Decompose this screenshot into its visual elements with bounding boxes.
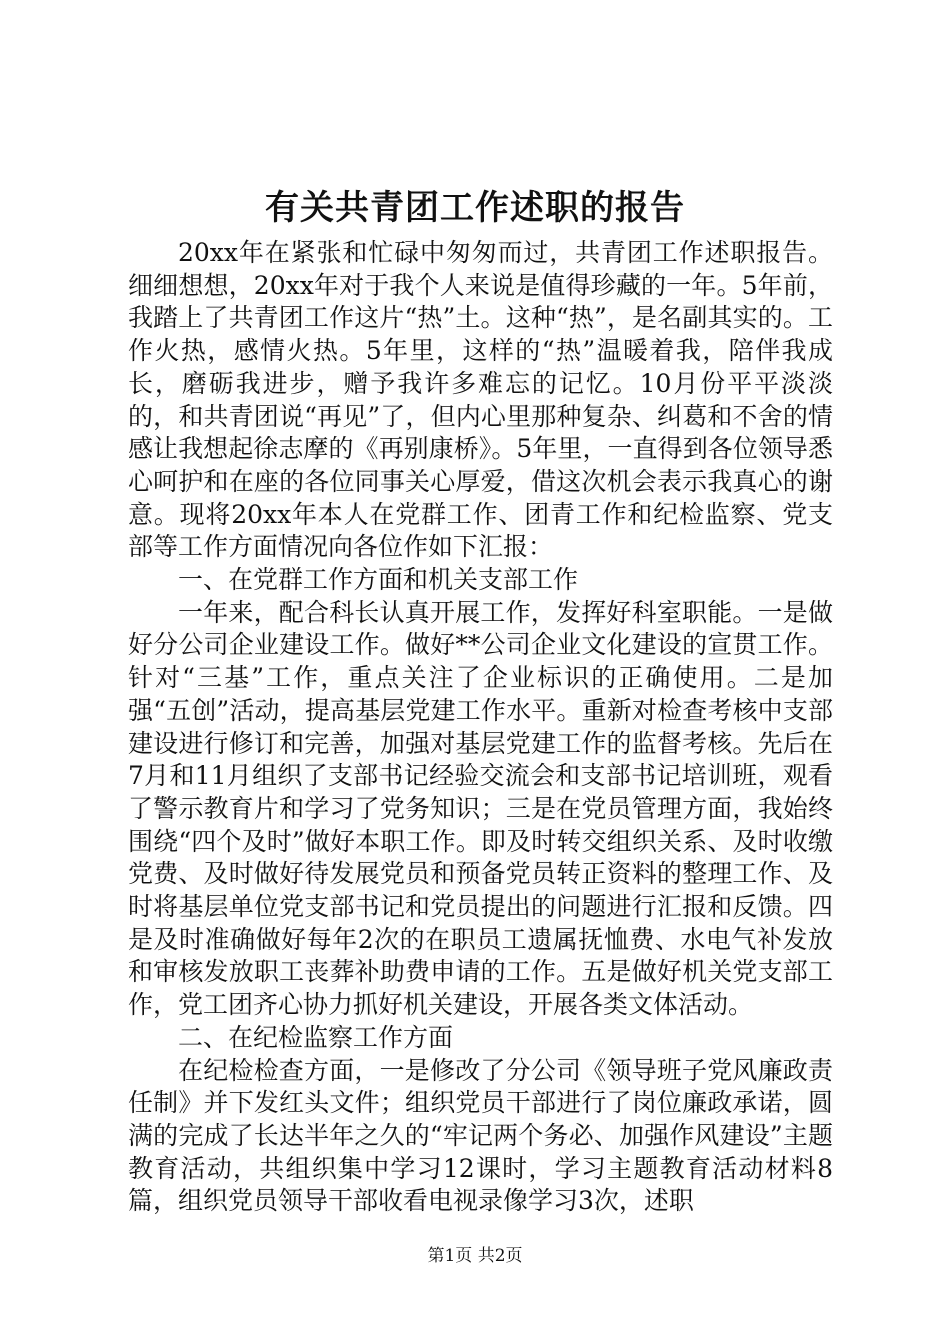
page-number-footer: 第1页 共2页 [427,1246,523,1266]
paragraph-discipline: 在纪检检查方面，一是修改了分公司《领导班子党风廉政责任制》并下发红头文件；组织党员干部进行了岗位廉政承诺，圆满的完成了长达半年之久的“牢记两个务必、加强作风建设”主题教育活动，共组织集中学习12课时，学习主题教育活动材料8篇，组织党员领导干部收看电视录像学习3次，述职 [128,1055,833,1216]
document-title: 有关共青团工作述职的报告 [265,188,685,228]
section-heading-party-work: 一、在党群工作方面和机关支部工作 [178,565,579,595]
section-heading-discipline: 二、在纪检监察工作方面 [178,1022,454,1052]
document-body [128,237,833,1218]
paragraph-party-work: 一年来，配合科长认真开展工作，发挥好科室职能。一是做好分公司企业建设工作。做好**公司企业文化建设的宣贯工作。针对“三基”工作，重点关注了企业标识的正确使用。二是加强“五创”活动，提高基层党建工作水平。重新对检查考核中支部建设进行修订和完善，加强对基层党建工作的监督考核。先后在7月和11月组织了支部书记经验交流会和支部书记培训班，观看了警示教育片和学习了党务知识；三是在党员管理方面，我始终围绕“四个及时”做好本职工作。即及时转交组织关系、及时收缴党费、及时做好待发展党员和预备党员转正资料的整理工作、及时将基层单位党支部书记和党员提出的问题进行汇报和反馈。四是及时准确做好每年2次的在职员工遗属抚恤费、水电气补发放和审核发放职工丧葬补助费申请的工作。五是做好机关党支部工作，党工团齐心协力抓好机关建设，开展各类文体活动。 [128,597,833,1020]
paragraph-intro: 20xx年在紧张和忙碌中匆匆而过，共青团工作述职报告。细细想想，20xx年对于我个人来说是值得珍藏的一年。5年前，我踏上了共青团工作这片“热”土。这种“热”，是名副其实的。工作火热，感情火热。5年里，这样的“热”温暖着我，陪伴我成长，磨砺我进步，赠予我许多难忘的记忆。10月份平平淡淡的，和共青团说“再见”了，但内心里那种复杂、纠葛和不舍的情感让我想起徐志摩的《再别康桥》。5年里，一直得到各位领导悉心呵护和在座的各位同事关心厚爱，借这次机会表示我真心的谢意。现将20xx年本人在党群工作、团青工作和纪检监察、党支部等工作方面情况向各位作如下汇报： [128,238,833,562]
